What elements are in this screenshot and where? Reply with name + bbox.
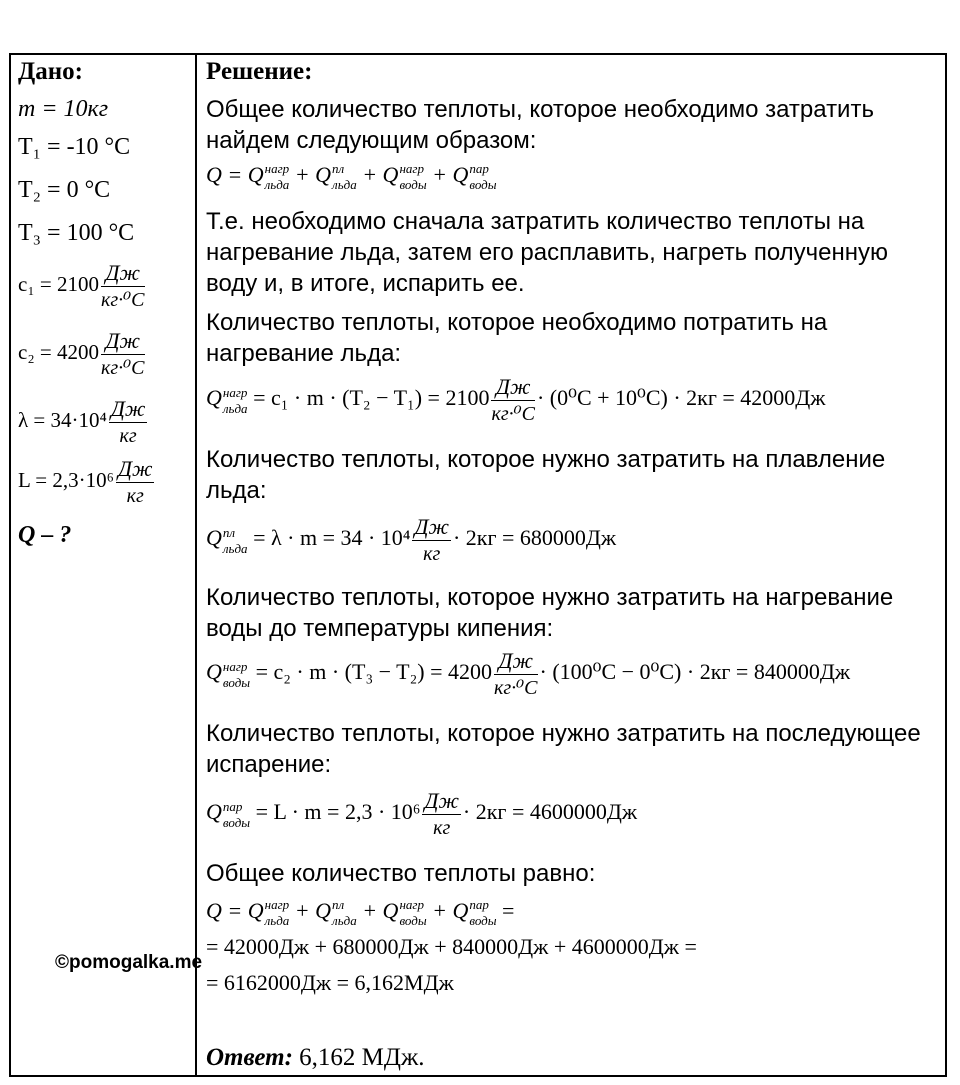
sub-heat-2: нагр bbox=[399, 161, 424, 177]
given-c2 bbox=[18, 330, 147, 378]
sub-vapor-3: пар bbox=[469, 897, 489, 913]
formula-melting-right: · 2кг = 680000Дж bbox=[452, 525, 617, 551]
paragraph-6: Количество теплоты, которое нужно затратить на последующее испарение: bbox=[206, 720, 921, 778]
sub-water-2: воды bbox=[469, 177, 497, 193]
formula-melting-left: = λ · m = 34 · 10⁴ bbox=[253, 525, 411, 551]
given-L-unit-num: Дж bbox=[117, 456, 153, 481]
sub-ice-2: льда bbox=[332, 177, 357, 193]
given-lambda-unit-den: кг bbox=[119, 425, 137, 447]
given-c2-unit-num: Дж bbox=[101, 330, 145, 355]
sub-heat: нагр bbox=[264, 161, 290, 177]
formula-melting-unit-den: кг bbox=[423, 543, 441, 565]
sub-ice: льда bbox=[264, 177, 290, 193]
formula-sum-line-3: = 6162000Дж = 6,162МДж bbox=[206, 970, 454, 995]
formula-heating-ice-left: = c₁ · m · (T₂ − T₁) = 2100 bbox=[253, 385, 490, 411]
given-c1-unit-num: Дж bbox=[101, 262, 145, 287]
sub-heat-4: нагр bbox=[222, 658, 248, 674]
sub-melt-3: пл bbox=[332, 897, 345, 913]
formula-vaporization-left: = L · m = 2,3 · 10⁶ bbox=[255, 799, 421, 825]
given-c1 bbox=[18, 262, 147, 310]
formula-heating-water: Q нагр воды = c₂ · m · (T₃ − T₂) = 4200 $\frac{Дж}{\text{кг·⁰C}}$ · (100⁰C − 0⁰C) · 2кг = 840000Дж bbox=[206, 648, 851, 699]
formula-vaporization: Q пар воды = L · m = 2,3 · 10⁶ $\frac{Дж}{кг}$ · 2кг = 4600000Дж bbox=[206, 788, 638, 839]
sub-vapor-2: пар bbox=[222, 798, 243, 814]
formula-heating-ice: Q нагр льда = c₁ · m · (T₂ − T₁) = 2100 $\frac{Дж}{\text{кг·⁰C}}$ · (0⁰C + 10⁰C) · 2кг = 42000Дж bbox=[206, 374, 826, 425]
sub-ice-6: льда bbox=[332, 913, 357, 929]
sub-water: воды bbox=[399, 177, 427, 193]
sub-melt: пл bbox=[332, 161, 345, 177]
given-t2: T₂ = 0 °C bbox=[18, 177, 111, 203]
formula-sum-line-1: Q = Q нагр льда + Q пл льда + Q нагр воды + Q пар воды = bbox=[206, 897, 515, 929]
given-lambda bbox=[18, 398, 149, 446]
given-t3: T₃ = 100 °C bbox=[18, 220, 135, 246]
sub-ice-4: льда bbox=[222, 540, 248, 556]
sub-heat-6: нагр bbox=[399, 897, 424, 913]
paragraph-5: Количество теплоты, которое нужно затратить на нагревание воды до температуры кипения: bbox=[206, 584, 894, 642]
sub-melt-2: пл bbox=[222, 524, 236, 540]
given-lambda-value: λ = 34·10⁴ bbox=[18, 407, 107, 432]
given-L-value: L = 2,3·10⁶ bbox=[18, 467, 114, 492]
sub-water-5: воды bbox=[399, 913, 427, 929]
sub-water-4: воды bbox=[222, 814, 251, 830]
paragraph-7: Общее количество теплоты равно: bbox=[206, 860, 596, 887]
sub-ice-3: льда bbox=[222, 400, 248, 416]
answer bbox=[206, 1044, 424, 1072]
given-L bbox=[18, 458, 156, 506]
given-c1-value: c₁ = 2100 bbox=[18, 271, 99, 296]
formula-heating-water-right: · (100⁰C − 0⁰C) · 2кг = 840000Дж bbox=[539, 659, 851, 685]
formula-sum-line-2: = 42000Дж + 680000Дж + 840000Дж + 4600000Дж = bbox=[206, 934, 697, 959]
watermark: ©pomogalka.me bbox=[55, 952, 203, 973]
given-lambda-unit-num: Дж bbox=[110, 396, 146, 421]
column-divider bbox=[195, 53, 197, 1077]
formula-heating-ice-unit-den: кг·⁰C bbox=[491, 403, 535, 425]
formula-total-heat: Q = Q нагр льда + Q пл льда + Q нагр воды + Q пар воды bbox=[206, 161, 497, 193]
paragraph-3: Количество теплоты, которое необходимо потратить на нагревание льда: bbox=[206, 309, 828, 367]
sub-heat-3: нагр bbox=[222, 384, 248, 400]
given-L-unit-den: кг bbox=[126, 485, 144, 507]
given-t1: T₁ = -10 °C bbox=[18, 134, 131, 160]
formula-heating-ice-unit-num: Дж bbox=[491, 376, 535, 401]
answer-value: 6,162 МДж. bbox=[292, 1044, 425, 1071]
formula-heating-ice-right: · (0⁰C + 10⁰C) · 2кг = 42000Дж bbox=[536, 385, 826, 411]
given-mass: m = 10кг bbox=[18, 96, 109, 122]
given-c2-value: c₂ = 4200 bbox=[18, 339, 99, 364]
formula-melting-unit-num: Дж bbox=[414, 514, 449, 539]
formula-heating-water-left: = c₂ · m · (T₃ − T₂) = 4200 bbox=[255, 659, 492, 685]
given-header: Дано: bbox=[18, 58, 83, 85]
formula-vaporization-right: · 2кг = 4600000Дж bbox=[462, 799, 638, 825]
formula-melting: Q пл льда = λ · m = 34 · 10⁴ $\frac{Дж}{кг}$ · 2кг = 680000Дж bbox=[206, 514, 617, 565]
formula-vaporization-unit-den: кг bbox=[433, 817, 451, 839]
given-find: Q – ? bbox=[18, 522, 72, 548]
sub-vapor: пар bbox=[469, 161, 489, 177]
given-c2-unit-den: кг·⁰C bbox=[101, 357, 145, 379]
sub-water-3: воды bbox=[222, 674, 251, 690]
solution-header: Решение: bbox=[206, 58, 313, 85]
paragraph-2: Т.е. необходимо сначала затратить количество теплоты на нагревание льда, затем его расплавить, нагреть полученную воду и, в итоге, испарить ее. bbox=[206, 208, 889, 297]
paragraph-1: Общее количество теплоты, которое необходимо затратить найдем следующим образом: bbox=[206, 96, 874, 154]
given-c1-unit-den: кг·⁰C bbox=[101, 289, 145, 311]
answer-label: Ответ: bbox=[206, 1044, 293, 1071]
sub-heat-5: нагр bbox=[264, 897, 290, 913]
formula-heating-water-unit-den: кг·⁰C bbox=[493, 677, 538, 699]
formula-heating-water-unit-num: Дж bbox=[494, 650, 538, 675]
paragraph-4: Количество теплоты, которое нужно затратить на плавление льда: bbox=[206, 446, 886, 504]
formula-vaporization-unit-num: Дж bbox=[424, 788, 459, 813]
sub-water-6: воды bbox=[469, 913, 497, 929]
sub-ice-5: льда bbox=[264, 913, 290, 929]
